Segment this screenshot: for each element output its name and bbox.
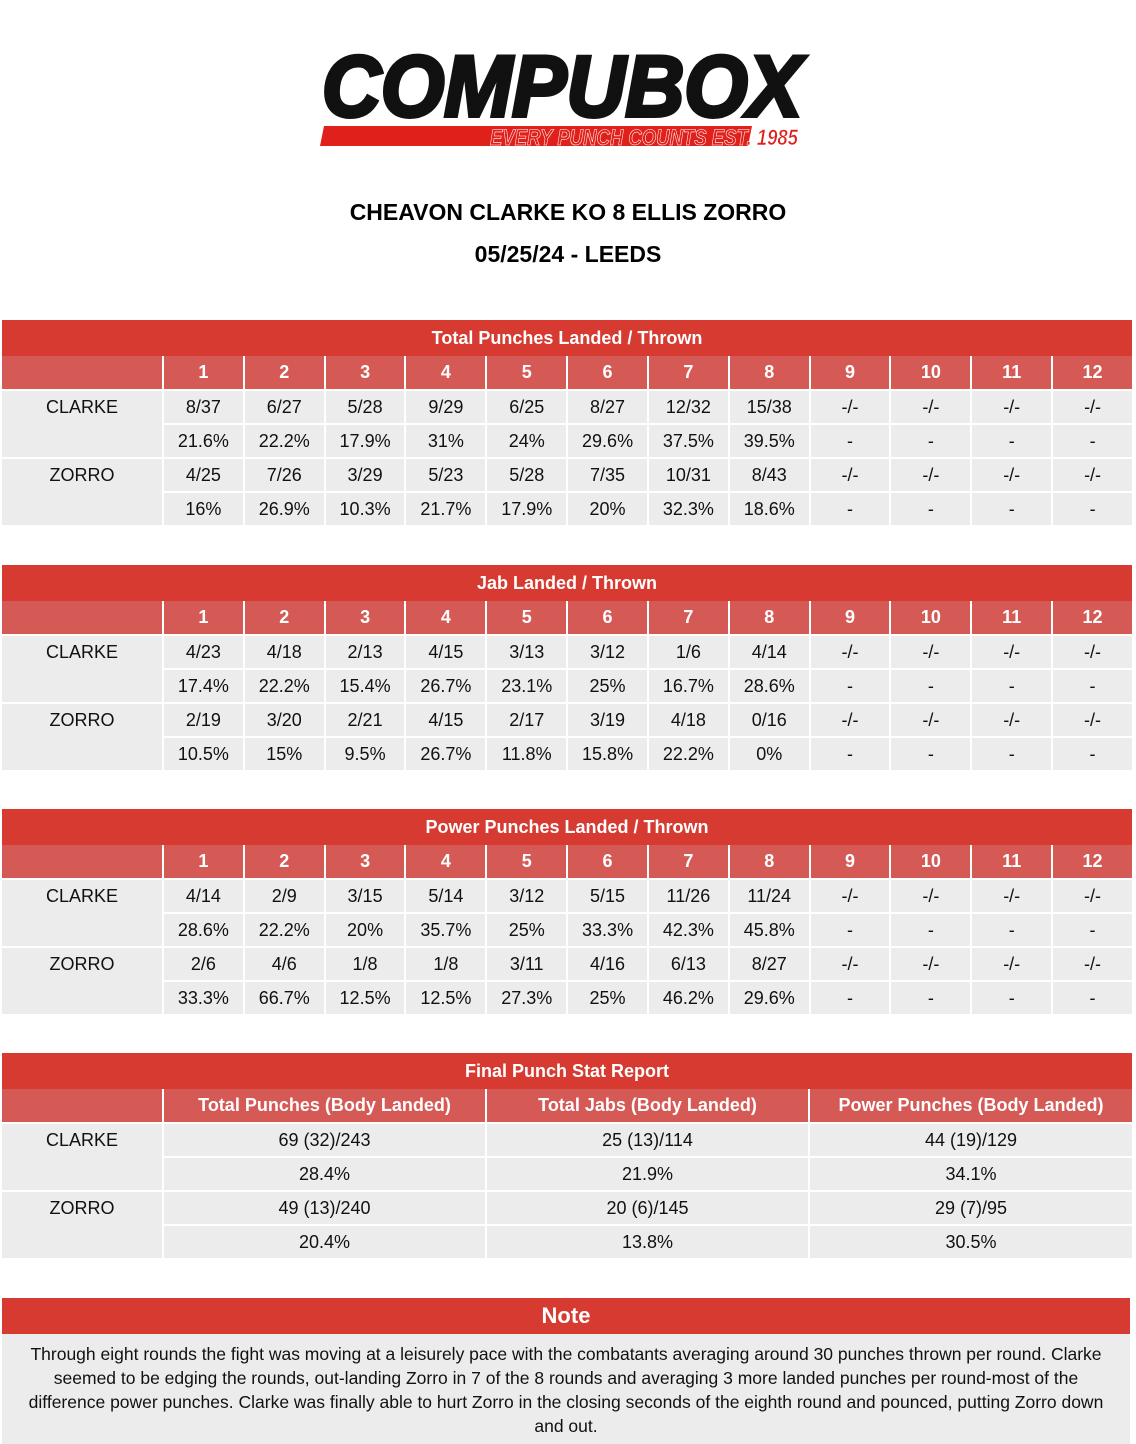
final-report-title: Final Punch Stat Report — [1, 1053, 1133, 1089]
percentage-cell: 22.2% — [244, 913, 325, 947]
landed-thrown-cell: 1/6 — [648, 635, 729, 669]
landed-thrown-cell: -/- — [971, 879, 1052, 913]
fighter-name: ZORRO — [1, 458, 163, 526]
landed-thrown-cell: 4/18 — [648, 703, 729, 737]
percentage-cell: - — [890, 492, 971, 526]
landed-thrown-cell: -/- — [810, 458, 891, 492]
table-title: Power Punches Landed / Thrown — [1, 809, 1133, 845]
final-cell: 29 (7)/95 — [809, 1191, 1133, 1225]
percentage-cell: 16% — [163, 492, 244, 526]
landed-thrown-cell: 4/23 — [163, 635, 244, 669]
round-header: 2 — [244, 601, 325, 635]
percentage-cell: - — [890, 913, 971, 947]
landed-thrown-cell: 8/37 — [163, 390, 244, 424]
percentage-cell: 10.5% — [163, 737, 244, 771]
percentage-cell: 9.5% — [325, 737, 406, 771]
fighter-name: ZORRO — [1, 703, 163, 771]
landed-thrown-cell: 3/20 — [244, 703, 325, 737]
percentage-cell: 22.2% — [648, 737, 729, 771]
percentage-cell: 26.7% — [405, 737, 486, 771]
percentage-cell: 10.3% — [325, 492, 406, 526]
percentage-cell: - — [971, 913, 1052, 947]
percentage-cell: 33.3% — [567, 913, 648, 947]
round-header: 5 — [486, 356, 567, 390]
note-text: Through eight rounds the fight was moving at a leisurely pace with the combatants averaging around 30 punches thrown per round. Clarke seemed to be edging the rounds, out-landing Zorro in 7 of the 8 rounds and averaging 3 more landed punches per round-most of the difference power punches. Clarke was finally able to hurt Zorro in the closing seconds of the eighth round and pounced, putting Zorro down and out. — [2, 1334, 1130, 1444]
landed-thrown-cell: 2/17 — [486, 703, 567, 737]
landed-thrown-cell: -/- — [890, 703, 971, 737]
landed-thrown-cell: 7/35 — [567, 458, 648, 492]
round-header: 2 — [244, 356, 325, 390]
percentage-cell: - — [810, 981, 891, 1015]
final-cell: 13.8% — [486, 1225, 809, 1259]
round-header: 3 — [325, 845, 406, 879]
round-header: 6 — [567, 601, 648, 635]
percentage-cell: - — [810, 424, 891, 458]
percentage-cell: - — [1052, 737, 1133, 771]
landed-thrown-cell: 3/19 — [567, 703, 648, 737]
landed-thrown-cell: 4/18 — [244, 635, 325, 669]
landed-thrown-cell: -/- — [810, 703, 891, 737]
percentage-cell: - — [971, 737, 1052, 771]
percentage-cell: 18.6% — [729, 492, 810, 526]
percentage-cell: 17.9% — [486, 492, 567, 526]
compubox-logo — [312, 38, 812, 154]
round-header: 3 — [325, 356, 406, 390]
landed-thrown-cell: -/- — [971, 635, 1052, 669]
percentage-cell: - — [971, 424, 1052, 458]
round-header: 6 — [567, 356, 648, 390]
percentage-cell: 33.3% — [163, 981, 244, 1015]
round-header: 8 — [729, 601, 810, 635]
percentage-cell: - — [1052, 669, 1133, 703]
landed-thrown-cell: -/- — [1052, 703, 1133, 737]
round-header: 9 — [810, 356, 891, 390]
percentage-cell: 37.5% — [648, 424, 729, 458]
landed-thrown-cell: 10/31 — [648, 458, 729, 492]
percentage-cell: 21.7% — [405, 492, 486, 526]
percentage-cell: 15% — [244, 737, 325, 771]
round-header: 12 — [1052, 356, 1133, 390]
percentage-cell: 26.9% — [244, 492, 325, 526]
percentage-cell: 22.2% — [244, 424, 325, 458]
round-header: 8 — [729, 356, 810, 390]
percentage-cell: 15.8% — [567, 737, 648, 771]
landed-thrown-cell: -/- — [890, 947, 971, 981]
table-title: Total Punches Landed / Thrown — [1, 320, 1133, 356]
fighter-name: CLARKE — [1, 635, 163, 703]
header-blank — [1, 845, 163, 879]
landed-thrown-cell: 4/25 — [163, 458, 244, 492]
round-header: 1 — [163, 845, 244, 879]
final-cell: 69 (32)/243 — [163, 1123, 486, 1157]
percentage-cell: - — [890, 737, 971, 771]
landed-thrown-cell: 4/16 — [567, 947, 648, 981]
percentage-cell: - — [810, 492, 891, 526]
landed-thrown-cell: 9/29 — [405, 390, 486, 424]
landed-thrown-cell: 6/13 — [648, 947, 729, 981]
landed-thrown-cell: 5/28 — [486, 458, 567, 492]
final-cell: 49 (13)/240 — [163, 1191, 486, 1225]
percentage-cell: 20% — [567, 492, 648, 526]
percentage-cell: 39.5% — [729, 424, 810, 458]
landed-thrown-cell: 8/27 — [729, 947, 810, 981]
landed-thrown-cell: 2/13 — [325, 635, 406, 669]
percentage-cell: 12.5% — [405, 981, 486, 1015]
landed-thrown-cell: 3/12 — [567, 635, 648, 669]
final-fighter-name: CLARKE — [1, 1123, 163, 1191]
landed-thrown-cell: -/- — [890, 390, 971, 424]
percentage-cell: - — [890, 424, 971, 458]
percentage-cell: 29.6% — [567, 424, 648, 458]
round-header: 4 — [405, 601, 486, 635]
percentage-cell: 25% — [567, 669, 648, 703]
percentage-cell: - — [1052, 424, 1133, 458]
landed-thrown-cell: -/- — [1052, 635, 1133, 669]
percentage-cell: - — [810, 913, 891, 947]
landed-thrown-cell: -/- — [890, 635, 971, 669]
round-header: 11 — [971, 601, 1052, 635]
percentage-cell: - — [1052, 981, 1133, 1015]
percentage-cell: - — [810, 737, 891, 771]
landed-thrown-cell: 2/19 — [163, 703, 244, 737]
percentage-cell: - — [890, 669, 971, 703]
round-header: 7 — [648, 356, 729, 390]
round-header: 4 — [405, 356, 486, 390]
percentage-cell: 21.6% — [163, 424, 244, 458]
final-cell: 25 (13)/114 — [486, 1123, 809, 1157]
round-header: 6 — [567, 845, 648, 879]
landed-thrown-cell: -/- — [1052, 879, 1133, 913]
percentage-cell: 46.2% — [648, 981, 729, 1015]
round-header: 11 — [971, 356, 1052, 390]
landed-thrown-cell: -/- — [971, 703, 1052, 737]
fight-date-location: 05/25/24 - LEEDS — [474, 241, 662, 267]
landed-thrown-cell: 4/6 — [244, 947, 325, 981]
landed-thrown-cell: 11/26 — [648, 879, 729, 913]
final-col-total: Total Punches (Body Landed) — [163, 1089, 486, 1123]
percentage-cell: 11.8% — [486, 737, 567, 771]
percentage-cell: - — [890, 981, 971, 1015]
jab-table — [0, 565, 1134, 772]
landed-thrown-cell: 3/12 — [486, 879, 567, 913]
percentage-cell: 28.6% — [163, 913, 244, 947]
percentage-cell: 25% — [567, 981, 648, 1015]
landed-thrown-cell: 3/11 — [486, 947, 567, 981]
landed-thrown-cell: 1/8 — [325, 947, 406, 981]
landed-thrown-cell: -/- — [1052, 458, 1133, 492]
landed-thrown-cell: -/- — [971, 390, 1052, 424]
landed-thrown-cell: 6/27 — [244, 390, 325, 424]
logo-tagline: EVERY PUNCH COUNTS EST. 1985 — [490, 125, 799, 150]
header-blank — [1, 601, 163, 635]
round-header: 5 — [486, 601, 567, 635]
landed-thrown-cell: -/- — [971, 947, 1052, 981]
landed-thrown-cell: 5/15 — [567, 879, 648, 913]
percentage-cell: 35.7% — [405, 913, 486, 947]
percentage-cell: 20% — [325, 913, 406, 947]
round-header: 12 — [1052, 845, 1133, 879]
round-header: 10 — [890, 356, 971, 390]
round-header: 9 — [810, 601, 891, 635]
landed-thrown-cell: 6/25 — [486, 390, 567, 424]
percentage-cell: 27.3% — [486, 981, 567, 1015]
round-header: 10 — [890, 601, 971, 635]
percentage-cell: 66.7% — [244, 981, 325, 1015]
final-punch-stat-report — [0, 1053, 1134, 1260]
percentage-cell: 32.3% — [648, 492, 729, 526]
landed-thrown-cell: 3/15 — [325, 879, 406, 913]
final-cell: 21.9% — [486, 1157, 809, 1191]
landed-thrown-cell: 5/28 — [325, 390, 406, 424]
final-cell: 20.4% — [163, 1225, 486, 1259]
percentage-cell: 28.6% — [729, 669, 810, 703]
landed-thrown-cell: 2/21 — [325, 703, 406, 737]
final-cell: 30.5% — [809, 1225, 1133, 1259]
power-punches-table — [0, 809, 1134, 1016]
landed-thrown-cell: 5/23 — [405, 458, 486, 492]
landed-thrown-cell: 4/14 — [729, 635, 810, 669]
percentage-cell: - — [810, 669, 891, 703]
percentage-cell: 45.8% — [729, 913, 810, 947]
landed-thrown-cell: 2/9 — [244, 879, 325, 913]
round-header: 7 — [648, 845, 729, 879]
round-header: 4 — [405, 845, 486, 879]
landed-thrown-cell: 4/15 — [405, 635, 486, 669]
percentage-cell: 17.9% — [325, 424, 406, 458]
round-header: 8 — [729, 845, 810, 879]
note-section — [0, 1298, 1132, 1444]
fighter-name: CLARKE — [1, 879, 163, 947]
fighter-name: CLARKE — [1, 390, 163, 458]
landed-thrown-cell: -/- — [890, 879, 971, 913]
landed-thrown-cell: 2/6 — [163, 947, 244, 981]
landed-thrown-cell: 3/29 — [325, 458, 406, 492]
landed-thrown-cell: 4/14 — [163, 879, 244, 913]
final-cell: 44 (19)/129 — [809, 1123, 1133, 1157]
landed-thrown-cell: -/- — [810, 879, 891, 913]
percentage-cell: - — [971, 492, 1052, 526]
landed-thrown-cell: -/- — [1052, 390, 1133, 424]
round-header: 9 — [810, 845, 891, 879]
percentage-cell: - — [1052, 492, 1133, 526]
landed-thrown-cell: -/- — [890, 458, 971, 492]
final-cell: 34.1% — [809, 1157, 1133, 1191]
percentage-cell: 12.5% — [325, 981, 406, 1015]
landed-thrown-cell: 12/32 — [648, 390, 729, 424]
percentage-cell: - — [971, 981, 1052, 1015]
percentage-cell: - — [971, 669, 1052, 703]
round-header: 1 — [163, 356, 244, 390]
fight-title: CHEAVON CLARKE KO 8 ELLIS ZORRO — [349, 199, 787, 225]
landed-thrown-cell: -/- — [810, 390, 891, 424]
note-title: Note — [0, 1298, 1132, 1334]
percentage-cell: 17.4% — [163, 669, 244, 703]
percentage-cell: 0% — [729, 737, 810, 771]
final-header-blank — [1, 1089, 163, 1123]
percentage-cell: 31% — [405, 424, 486, 458]
round-header: 10 — [890, 845, 971, 879]
round-header: 1 — [163, 601, 244, 635]
landed-thrown-cell: 8/43 — [729, 458, 810, 492]
percentage-cell: 25% — [486, 913, 567, 947]
round-header: 12 — [1052, 601, 1133, 635]
percentage-cell: 16.7% — [648, 669, 729, 703]
header-blank — [1, 356, 163, 390]
landed-thrown-cell: 7/26 — [244, 458, 325, 492]
landed-thrown-cell: 1/8 — [405, 947, 486, 981]
fighter-name: ZORRO — [1, 947, 163, 1015]
percentage-cell: 26.7% — [405, 669, 486, 703]
landed-thrown-cell: -/- — [1052, 947, 1133, 981]
landed-thrown-cell: 8/27 — [567, 390, 648, 424]
landed-thrown-cell: 4/15 — [405, 703, 486, 737]
round-header: 11 — [971, 845, 1052, 879]
percentage-cell: - — [1052, 913, 1133, 947]
landed-thrown-cell: 15/38 — [729, 390, 810, 424]
landed-thrown-cell: 5/14 — [405, 879, 486, 913]
final-col-jabs: Total Jabs (Body Landed) — [486, 1089, 809, 1123]
final-cell: 20 (6)/145 — [486, 1191, 809, 1225]
landed-thrown-cell: 11/24 — [729, 879, 810, 913]
percentage-cell: 42.3% — [648, 913, 729, 947]
percentage-cell: 24% — [486, 424, 567, 458]
final-col-power: Power Punches (Body Landed) — [809, 1089, 1133, 1123]
final-fighter-name: ZORRO — [1, 1191, 163, 1259]
round-header: 5 — [486, 845, 567, 879]
table-title: Jab Landed / Thrown — [1, 565, 1133, 601]
logo-wordmark: COMPUBOX — [322, 39, 807, 135]
round-header: 7 — [648, 601, 729, 635]
landed-thrown-cell: 0/16 — [729, 703, 810, 737]
percentage-cell: 22.2% — [244, 669, 325, 703]
landed-thrown-cell: -/- — [971, 458, 1052, 492]
percentage-cell: 23.1% — [486, 669, 567, 703]
final-cell: 28.4% — [163, 1157, 486, 1191]
landed-thrown-cell: 3/13 — [486, 635, 567, 669]
landed-thrown-cell: -/- — [810, 635, 891, 669]
round-header: 2 — [244, 845, 325, 879]
landed-thrown-cell: -/- — [810, 947, 891, 981]
round-header: 3 — [325, 601, 406, 635]
percentage-cell: 29.6% — [729, 981, 810, 1015]
total-punches-table — [0, 320, 1134, 527]
percentage-cell: 15.4% — [325, 669, 406, 703]
